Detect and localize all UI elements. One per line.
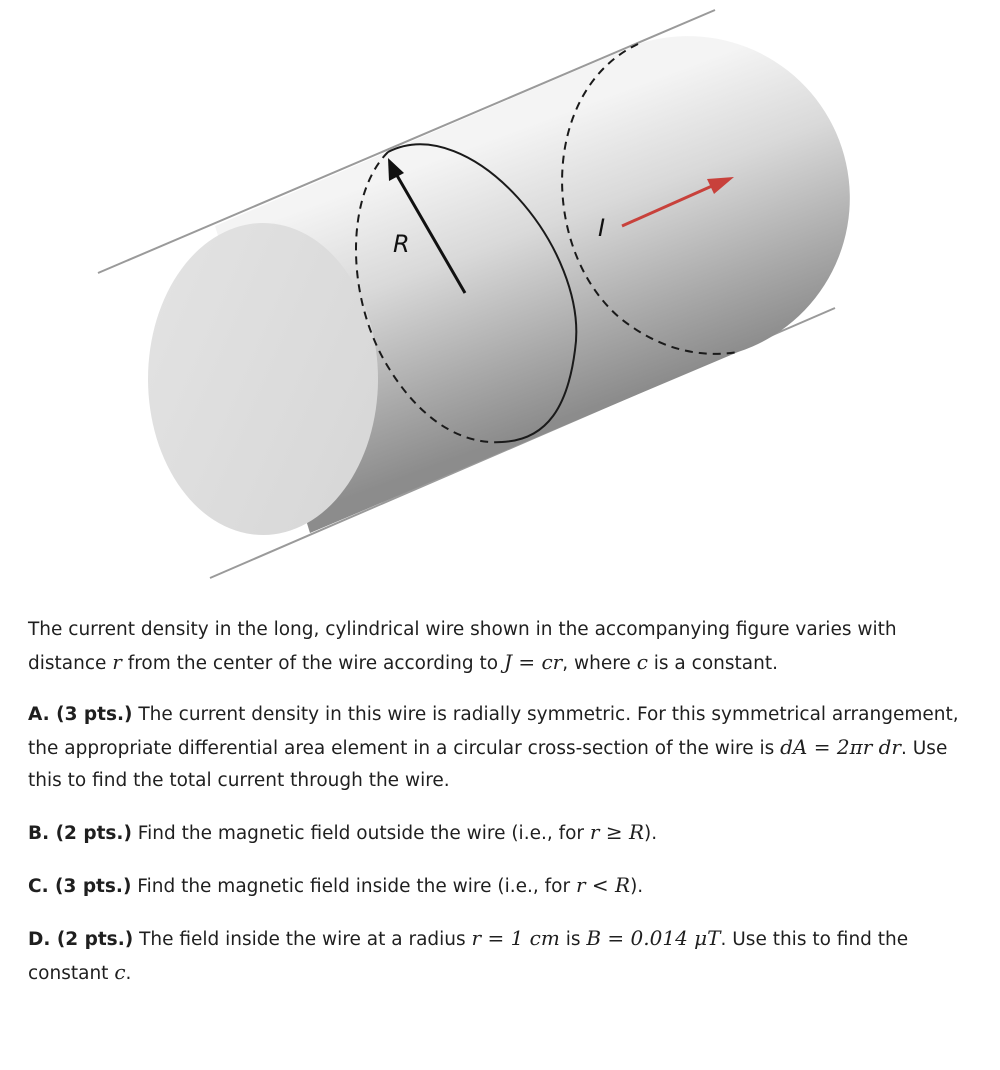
part-c: C. (3 pts.) Find the magnetic field inside the wire (i.e., for r < R).: [28, 873, 644, 897]
math-c: c: [636, 650, 648, 674]
part-b-label: B. (2 pts.): [28, 823, 132, 844]
part-d: D. (2 pts.) The field inside the wire at a radius r = 1 cm is B = 0.014 μT. Use this to find the constant c.: [28, 926, 909, 984]
part-c-label: C. (3 pts.): [28, 876, 132, 897]
wire-end-cap: [148, 223, 378, 535]
math-c-constant: c: [114, 960, 126, 984]
math-field-value: B = 0.014 μT: [586, 926, 721, 950]
math-current-density: J = cr: [503, 650, 563, 674]
math-radius-value: r = 1 cm: [471, 926, 560, 950]
intro-paragraph: The current density in the long, cylindrical wire shown in the accompanying figure varies with distance r from the center of the wire according to J = cr, where c is a constant.: [28, 619, 897, 674]
radius-label: R: [393, 230, 410, 258]
part-a-label: A. (3 pts.): [28, 704, 133, 725]
math-r: r: [112, 650, 122, 674]
math-area-element: dA = 2πr dr: [780, 735, 901, 759]
part-b: B. (2 pts.) Find the magnetic field outside the wire (i.e., for r ≥ R).: [28, 820, 658, 844]
part-a: A. (3 pts.) The current density in this wire is radially symmetric. For this symmetrical arrangement, the appropriate differential area element in a circular cross-section of the wire is dA = 2πr dr. Use this to find the total current through the wire.: [28, 704, 959, 791]
math-outside-condition: r ≥ R: [589, 820, 645, 844]
problem-text: [28, 614, 978, 1009]
current-label: I: [598, 214, 606, 242]
part-d-label: D. (2 pts.): [28, 929, 134, 950]
math-inside-condition: r < R: [575, 873, 631, 897]
